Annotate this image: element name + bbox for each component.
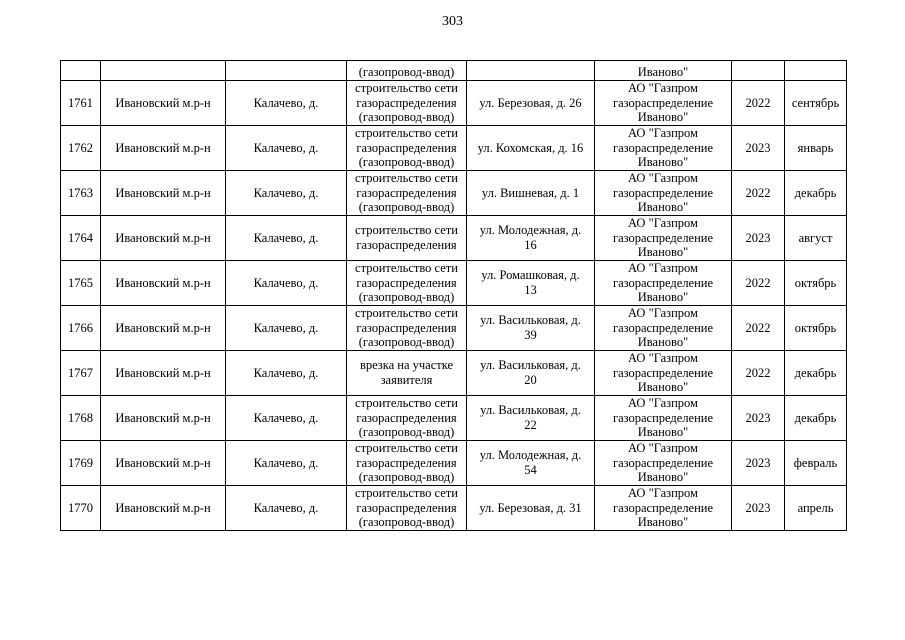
cell-work: строительство сети газораспределения (газопровод-ввод) (347, 81, 467, 126)
cell-district: Ивановский м.р-н (101, 486, 226, 531)
cell-num: 1761 (61, 81, 101, 126)
table-row (61, 351, 847, 396)
table-row (61, 396, 847, 441)
cell-organization: АО "Газпром газораспределение Иваново" (595, 171, 732, 216)
table-row (61, 441, 847, 486)
cell-locality: Калачево, д. (226, 171, 347, 216)
cell-address: ул. Васильковая, д. 20 (467, 351, 595, 396)
table-row (61, 126, 847, 171)
cell-district: Ивановский м.р-н (101, 306, 226, 351)
cell-district: Ивановский м.р-н (101, 216, 226, 261)
cell-locality: Калачево, д. (226, 396, 347, 441)
cell-month: октябрь (785, 306, 847, 351)
cell-num: 1768 (61, 396, 101, 441)
cell-num: 1765 (61, 261, 101, 306)
cell-locality: Калачево, д. (226, 261, 347, 306)
cell-locality: Калачево, д. (226, 486, 347, 531)
cell-district: Ивановский м.р-н (101, 396, 226, 441)
cell-num: 1764 (61, 216, 101, 261)
cell-work: строительство сети газораспределения (газопровод-ввод) (347, 126, 467, 171)
cell-district: Ивановский м.р-н (101, 351, 226, 396)
cell-num: 1762 (61, 126, 101, 171)
cell-locality: Калачево, д. (226, 306, 347, 351)
cell-district: Ивановский м.р-н (101, 171, 226, 216)
registry-table (60, 60, 847, 531)
table-row (61, 486, 847, 531)
cell-year: 2023 (732, 486, 785, 531)
cell-work: строительство сети газораспределения (газопровод-ввод) (347, 441, 467, 486)
cell-num: 1767 (61, 351, 101, 396)
cell-address: ул. Ромашковая, д. 13 (467, 261, 595, 306)
table-row (61, 171, 847, 216)
cell-month: январь (785, 126, 847, 171)
page-number: 303 (442, 14, 463, 29)
cell-organization: АО "Газпром газораспределение Иваново" (595, 441, 732, 486)
table-row (61, 216, 847, 261)
table-row (61, 306, 847, 351)
cell-year (732, 61, 785, 81)
cell-locality: Калачево, д. (226, 126, 347, 171)
table-row (61, 261, 847, 306)
cell-month: декабрь (785, 351, 847, 396)
cell-organization: АО "Газпром газораспределение Иваново" (595, 216, 732, 261)
cell-work: строительство сети газораспределения (газопровод-ввод) (347, 486, 467, 531)
cell-year: 2022 (732, 351, 785, 396)
cell-address: ул. Васильковая, д. 22 (467, 396, 595, 441)
cell-work: строительство сети газораспределения (газопровод-ввод) (347, 171, 467, 216)
cell-year: 2023 (732, 216, 785, 261)
cell-month: август (785, 216, 847, 261)
cell-year: 2023 (732, 441, 785, 486)
cell-organization: АО "Газпром газораспределение Иваново" (595, 396, 732, 441)
cell-month: октябрь (785, 261, 847, 306)
cell-district: Ивановский м.р-н (101, 126, 226, 171)
cell-num: 1770 (61, 486, 101, 531)
cell-address: ул. Березовая, д. 26 (467, 81, 595, 126)
cell-work: строительство сети газораспределения (газопровод-ввод) (347, 261, 467, 306)
cell-district: Ивановский м.р-н (101, 441, 226, 486)
cell-work: (газопровод-ввод) (347, 61, 467, 81)
cell-district (101, 61, 226, 81)
cell-address: ул. Васильковая, д. 39 (467, 306, 595, 351)
cell-organization: АО "Газпром газораспределение Иваново" (595, 351, 732, 396)
table-row (61, 81, 847, 126)
cell-organization: АО "Газпром газораспределение Иваново" (595, 486, 732, 531)
cell-month: апрель (785, 486, 847, 531)
cell-address: ул. Березовая, д. 31 (467, 486, 595, 531)
cell-locality: Калачево, д. (226, 81, 347, 126)
cell-address: ул. Молодежная, д. 16 (467, 216, 595, 261)
cell-locality (226, 61, 347, 81)
cell-num: 1769 (61, 441, 101, 486)
cell-work: врезка на участке заявителя (347, 351, 467, 396)
cell-locality: Калачево, д. (226, 216, 347, 261)
cell-work: строительство сети газораспределения (газопровод-ввод) (347, 306, 467, 351)
continuation-row (61, 61, 847, 81)
cell-year: 2022 (732, 171, 785, 216)
cell-district: Ивановский м.р-н (101, 261, 226, 306)
cell-num (61, 61, 101, 81)
cell-organization: АО "Газпром газораспределение Иваново" (595, 306, 732, 351)
cell-month (785, 61, 847, 81)
cell-locality: Калачево, д. (226, 351, 347, 396)
cell-address: ул. Молодежная, д. 54 (467, 441, 595, 486)
cell-year: 2022 (732, 261, 785, 306)
cell-organization: Иваново" (595, 61, 732, 81)
cell-month: февраль (785, 441, 847, 486)
cell-year: 2022 (732, 306, 785, 351)
cell-district: Ивановский м.р-н (101, 81, 226, 126)
cell-year: 2022 (732, 81, 785, 126)
cell-organization: АО "Газпром газораспределение Иваново" (595, 126, 732, 171)
cell-work: строительство сети газораспределения (347, 216, 467, 261)
cell-organization: АО "Газпром газораспределение Иваново" (595, 81, 732, 126)
cell-organization: АО "Газпром газораспределение Иваново" (595, 261, 732, 306)
cell-month: декабрь (785, 396, 847, 441)
cell-address: ул. Вишневая, д. 1 (467, 171, 595, 216)
cell-address: ул. Кохомская, д. 16 (467, 126, 595, 171)
cell-locality: Калачево, д. (226, 441, 347, 486)
cell-month: сентябрь (785, 81, 847, 126)
cell-num: 1763 (61, 171, 101, 216)
cell-year: 2023 (732, 126, 785, 171)
cell-address (467, 61, 595, 81)
cell-month: декабрь (785, 171, 847, 216)
cell-work: строительство сети газораспределения (газопровод-ввод) (347, 396, 467, 441)
cell-year: 2023 (732, 396, 785, 441)
cell-num: 1766 (61, 306, 101, 351)
